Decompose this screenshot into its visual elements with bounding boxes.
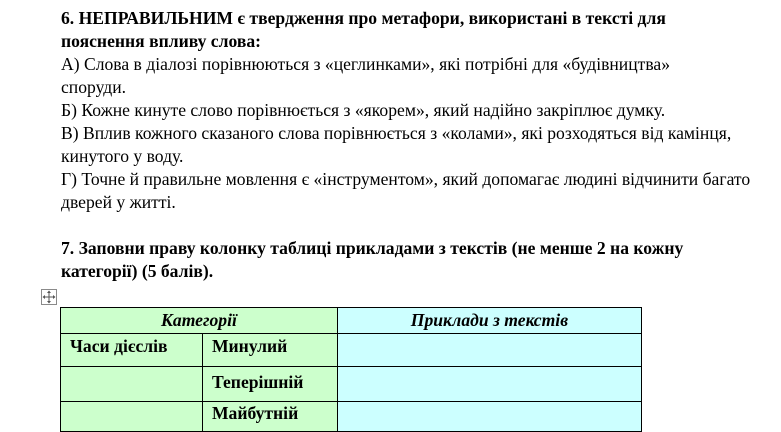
option-c-cont: кинутого у воду. — [61, 146, 184, 166]
cell-examples-past[interactable] — [337, 334, 641, 367]
cell-future-tense[interactable]: Майбутній — [202, 402, 337, 432]
cell-verb-tenses[interactable]: Часи дієслів — [61, 334, 203, 367]
table-row — [61, 334, 642, 367]
table-header-row — [61, 308, 642, 334]
option-c: В) Вплив кожного сказаного слова порівнюється з «колами», які розходяться від камінця, — [61, 123, 732, 143]
table-move-handle-icon[interactable] — [41, 289, 57, 305]
option-d-cont: дверей у житті. — [61, 192, 176, 212]
cell-present-tense[interactable]: Теперішній — [202, 367, 337, 402]
categories-table — [60, 307, 642, 432]
cell-group-empty[interactable] — [61, 367, 203, 402]
option-a: А) Слова в діалозі порівнюються з «цеглинками», які потрібні для «будівництва» — [61, 54, 671, 74]
cell-examples-future[interactable] — [337, 402, 641, 432]
header-categories[interactable]: Категорії — [61, 308, 338, 334]
option-d: Г) Точне й правильне мовлення є «інструментом», який допомагає людині відчинити багато — [61, 169, 751, 189]
question-6-title-cont: пояснення впливу слова: — [61, 31, 261, 51]
cell-group-empty[interactable] — [61, 402, 203, 432]
table-row — [61, 402, 642, 432]
question-7-title: 7. Заповни праву колонку таблиці прикладами з текстів (не менше 2 на кожну — [61, 238, 684, 258]
option-a-cont: споруди. — [61, 77, 127, 97]
cell-examples-present[interactable] — [337, 367, 641, 402]
cell-past-tense[interactable]: Минулий — [202, 334, 337, 367]
paragraph-gap — [61, 214, 781, 237]
table-row — [61, 367, 642, 402]
question-6-title: 6. НЕПРАВИЛЬНИМ є твердження про метафори, використані в тексті для — [61, 8, 666, 28]
document-body — [61, 7, 781, 283]
question-7-title-cont: категорії) (5 балів). — [61, 261, 214, 281]
header-examples[interactable]: Приклади з текстів — [337, 308, 641, 334]
option-b: Б) Кожне кинуте слово порівнюється з «якорем», який надійно закріплює думку. — [61, 100, 666, 120]
